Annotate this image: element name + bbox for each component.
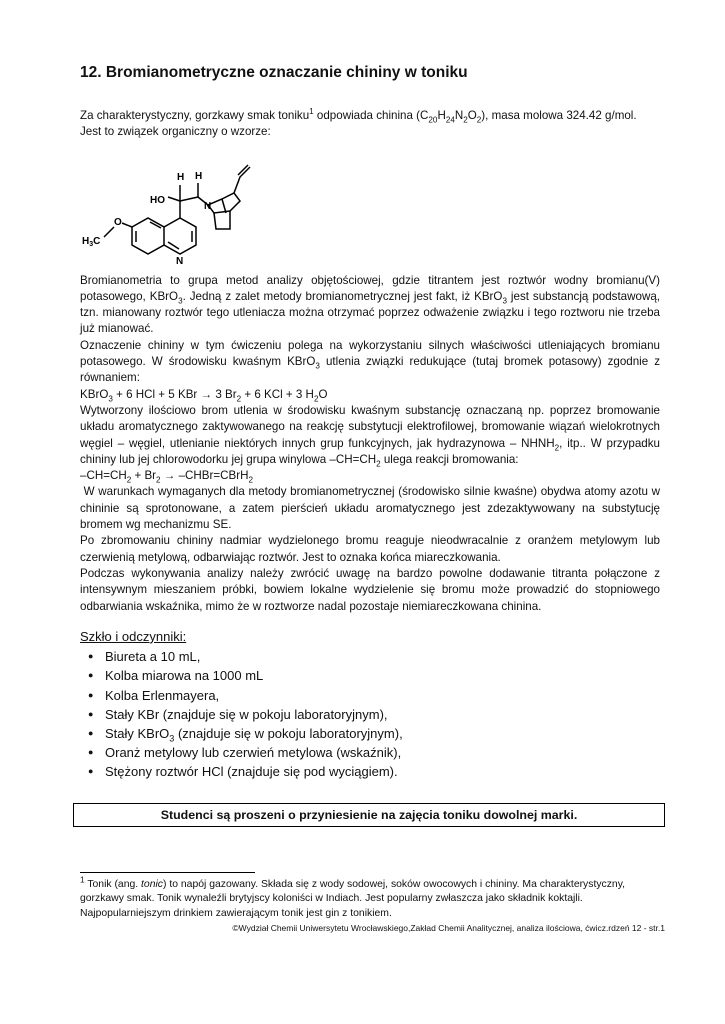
quinine-structure-diagram (80, 141, 300, 273)
list-item: ● Kolba miarowa na 1000 mL (80, 666, 660, 685)
footnote-marker: 1 (309, 107, 314, 117)
hydroxyl-label: HO (150, 194, 165, 206)
ring-nitrogen-label: N (176, 255, 184, 267)
intro-text: N (454, 109, 464, 122)
methyl-label (82, 236, 100, 248)
intro-text: H (437, 109, 446, 122)
list-item: ● Oranż metylowy lub czerwień metylowa (wskaźnik), (80, 743, 660, 762)
intro-paragraph (80, 108, 660, 124)
subscript: 2 (126, 475, 132, 485)
list-item: ● Biureta a 10 mL, (80, 647, 660, 666)
footnote-divider (80, 872, 255, 873)
paragraph-2 (80, 338, 660, 387)
hydrogen-label: H (195, 170, 203, 182)
subscript: 3 (169, 733, 175, 744)
paragraph-4 (80, 484, 660, 533)
text: , itp.. W przypadku chininy lub jej chlorowodorku jej grupa winylowa –CH=CH (80, 436, 660, 466)
text: jest substancją podstawową, tzn. mianowany roztwór tego utleniacza można otrzymać poprzez odważenie związku i tego roztworu nie trzeba już mianować. (80, 289, 660, 336)
text: ulega reakcji bromowania: (380, 452, 519, 466)
subscript: 2 (554, 442, 560, 452)
intro-text: O (467, 109, 477, 122)
text: + 6 KCl + 3 H (241, 387, 314, 401)
section-title: Szkło i odczynniki: (80, 628, 187, 644)
text: . Jedną z zalet metody bromianometrycznej jest fakt, iż KBrO (182, 289, 503, 303)
paragraph-5: Po zbromowaniu chininy nadmiar wydzielonego bromu reaguje nieodwracalnie z oranżem metylowym lub czerwienią metylową, odbarwiając roztwór. Jest to oznaka końca miareczkowania. (80, 534, 660, 564)
subscript: 2 (313, 393, 319, 403)
bridge-nitrogen-label: N (204, 200, 212, 212)
paragraph-6: Podczas wykonywania analizy należy zwrócić uwagę na bardzo powolne dodawanie titranta połączone z intensywnym mieszaniem próbki, bowiem lokalne wydzielenie się bromu może prowadzić do stopniowego odbarwiania wskaźnika, mimo że w roztworze nadal pozostaje niemiareczkowana chinina. (80, 566, 660, 613)
document-body (80, 108, 660, 782)
intro-text: odpowiada chinina (C (313, 109, 429, 122)
page-title: 12. Bromianometryczne oznaczanie chininy w toniku (80, 64, 468, 81)
text: Tonik (ang. (84, 879, 142, 890)
page-footer: ©Wydział Chemii Uniwersytetu Wrocławskiego,Zakład Chemii Analitycznej, analiza ilościowa, ćwicz.rdzeń 12 - str.1 (232, 923, 665, 933)
text: Bromianometria to grupa metod analizy objętościowej, gdzie titrantem jest roztwór wodny bromianu(V) potasowego, KBrO (80, 273, 660, 303)
intro-text: Za charakterystyczny, gorzkawy smak toniku (80, 109, 310, 122)
subscript: 20 (428, 115, 438, 125)
methyl-h: H (82, 235, 90, 247)
list-item (80, 724, 660, 743)
footnote-number: 1 (80, 874, 85, 885)
equation-2 (80, 468, 660, 484)
text: KBrO (80, 387, 109, 401)
intro-line-2: Jest to związek organiczny o wzorze: (80, 125, 271, 139)
methyl-subscript: 3 (89, 240, 94, 248)
text: W warunkach wymaganych dla metody bromianometrycznej (środowisko silnie kwaśne) obydwa atomy azotu w chininie są sprotonowane, a zatem pierścień układu aromatycznego jest zdezaktywowany na substytucję bromem wg mechanizmu SE. (80, 485, 660, 532)
list-item: ● Stężony roztwór HCl (znajduje się pod wyciągiem). (80, 762, 660, 781)
text: + 6 HCl + 5 KBr → 3 Br (112, 387, 237, 401)
hydrogen-label: H (177, 171, 185, 183)
subscript: 2 (463, 115, 468, 125)
oxygen-label: O (114, 216, 122, 228)
text: Wytworzony ilościowo brom utlenia w środowisku kwaśnym substancję oznaczaną np. poprzez bromowanie układu aromatycznego zaktywowanego na reakcję substytucji elektrofilowej, bromowanie wiązań wielokrotnych węgiel – węgiel, utlenianie niektórych innych grup funkcyjnych, jak hydrazynowa – NHNH (80, 403, 660, 450)
text: ) to napój gazowany. Składa się z wody sodowej, soków owocowych i chininy. Ma charakterystyczny, gorzkawy smak. Tonik wynaleźli brytyjscy koloniści w Indiach. Jest popularny zwłaszcza jako składnik koktajli. Najpopularniejszym drinkiem zawierającym tonik jest gin z tonikiem. (80, 879, 626, 919)
text: –CH=CH (80, 469, 127, 483)
paragraph-3 (80, 403, 660, 468)
subscript: 24 (445, 115, 455, 125)
subscript: 3 (502, 296, 507, 306)
text: + Br (131, 469, 157, 483)
equipment-list (80, 647, 660, 781)
subscript: 2 (248, 475, 254, 485)
subscript: 2 (376, 459, 381, 469)
text: (znajduje się w pokoju laboratoryjnym), (174, 725, 403, 741)
subscript: 3 (108, 393, 113, 403)
text: utlenia związki redukujące (tutaj bromek potasowy) zgodnie z równaniem: (80, 355, 660, 385)
text: Oznaczenie chininy w tym ćwiczeniu polega na wykorzystaniu silnych właściwości utleniających bromianu potasowego. W środowisku kwaśnym KBrO (80, 338, 660, 369)
subscript: 2 (236, 393, 242, 403)
text: Stały KBrO (105, 725, 170, 741)
methyl-c: C (93, 235, 101, 247)
list-item: ● Kolba Erlenmayera, (80, 686, 660, 705)
list-item: ● Stały KBr (znajduje się w pokoju laboratoryjnym), (80, 705, 660, 724)
subscript: 3 (178, 296, 183, 306)
emphasis: tonic (141, 879, 163, 890)
paragraph-1 (80, 273, 660, 338)
subscript: 3 (315, 361, 320, 371)
intro-text: ), masa molowa 324.42 g/mol. (481, 109, 637, 122)
text: → –CHBr=CBrH (160, 469, 249, 483)
subscript: 2 (156, 475, 161, 485)
equation-1 (80, 387, 660, 403)
footnote (80, 874, 650, 921)
quinine-structure (80, 141, 660, 273)
notice-box: Studenci są proszeni o przyniesienie na zajęcia toniku dowolnej marki. (73, 803, 665, 827)
subscript: 2 (476, 115, 482, 125)
text: O (318, 387, 328, 401)
